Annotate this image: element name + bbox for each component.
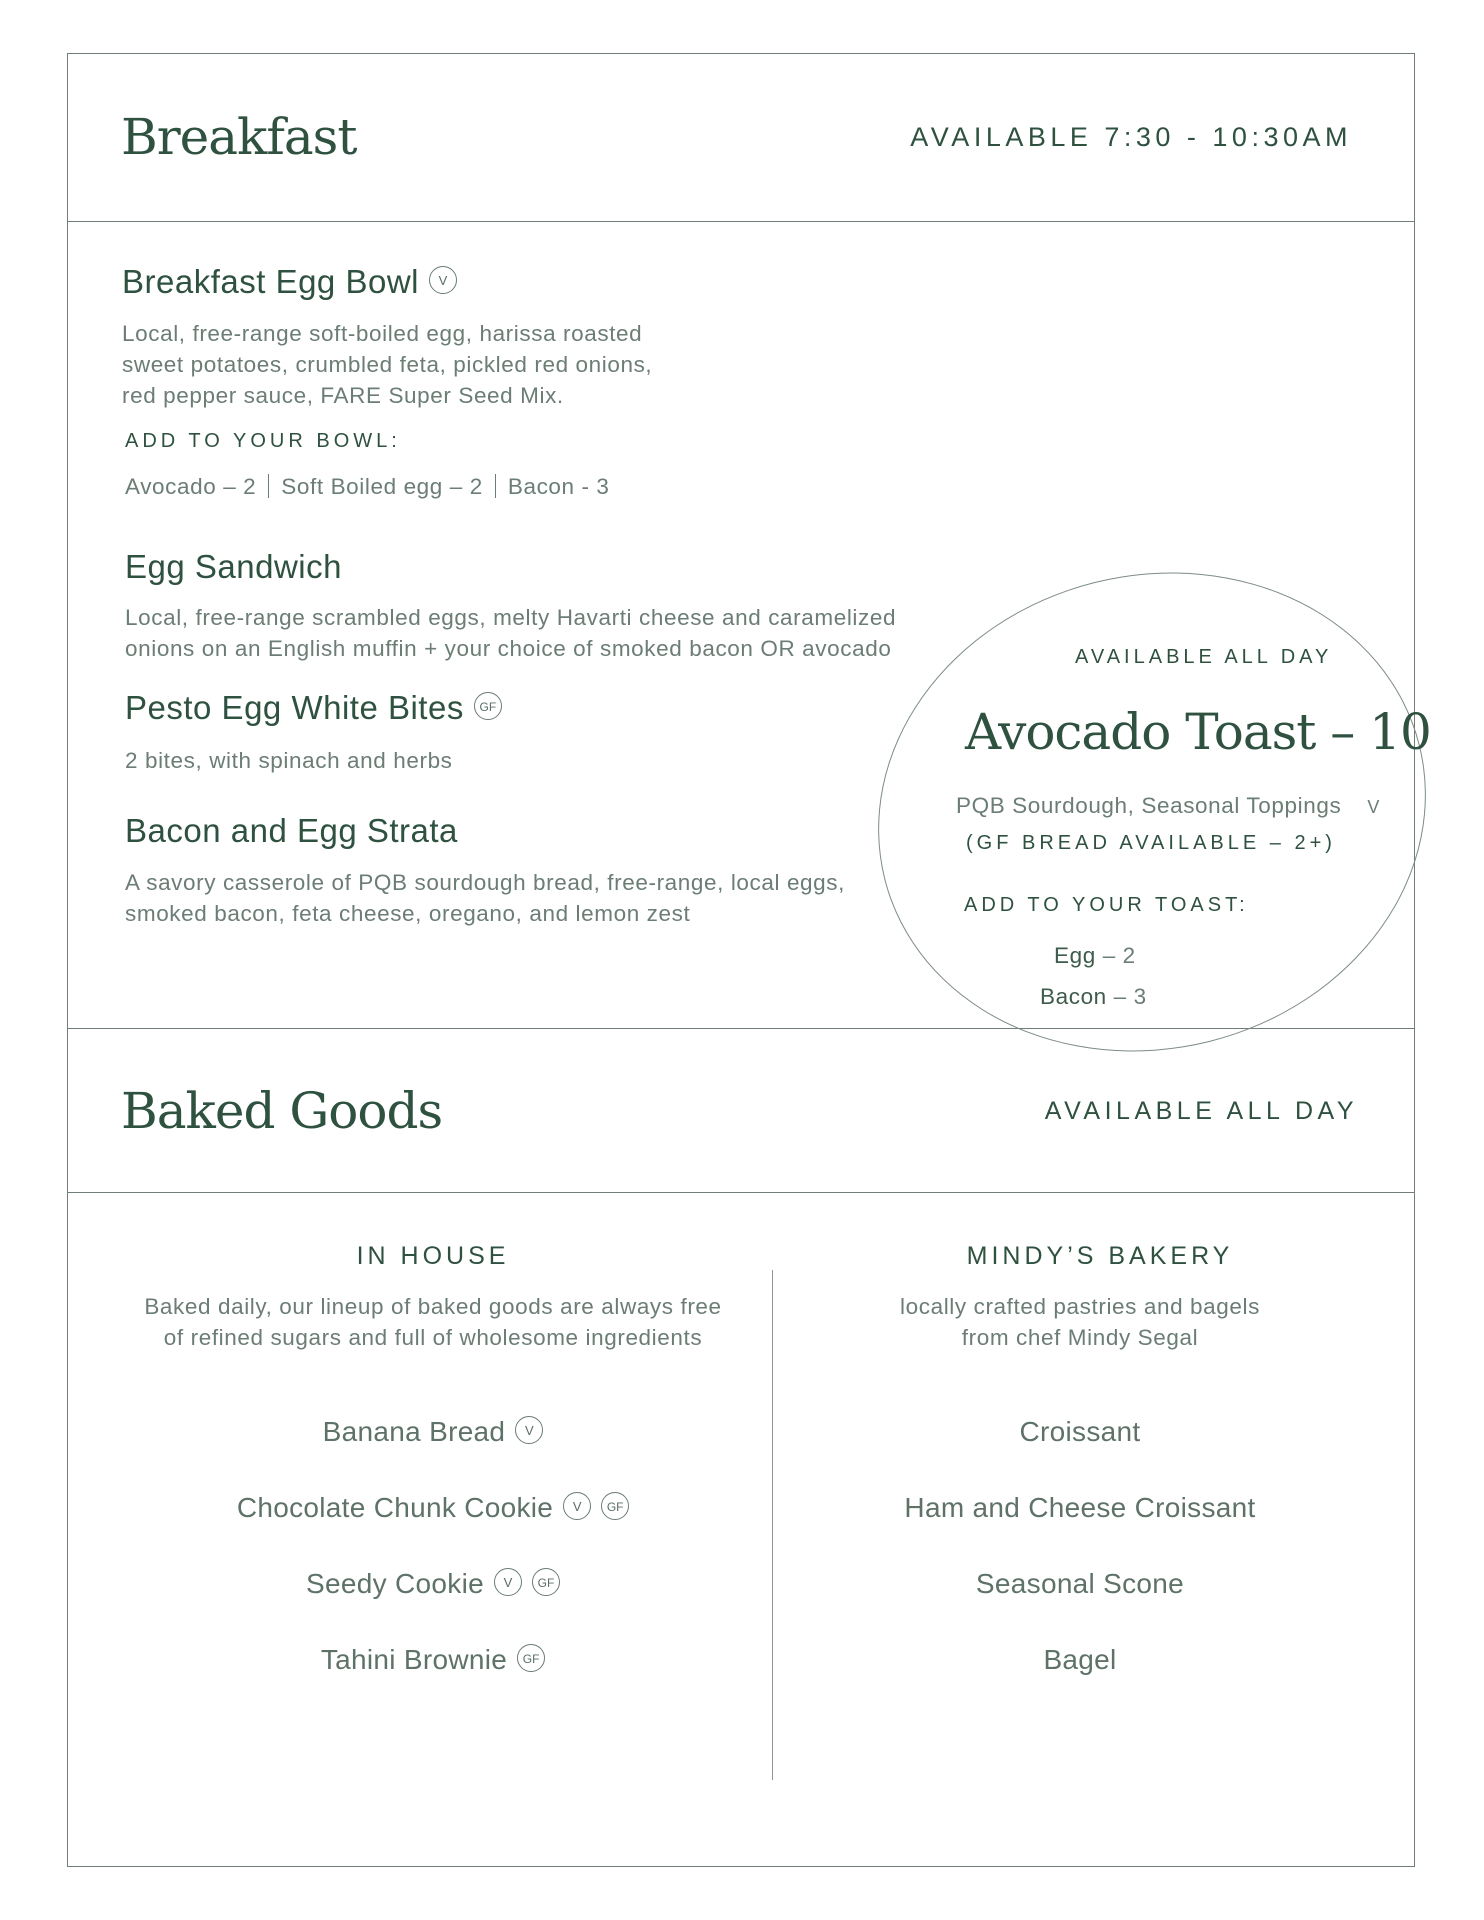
addon-soft-boiled-egg: Soft Boiled egg – 2	[281, 474, 483, 499]
in-house-heading: IN HOUSE	[356, 1242, 510, 1270]
item-bacon-egg-strata-title: Bacon and Egg Strata	[125, 812, 458, 849]
toast-addon-egg	[1054, 943, 1136, 969]
addon-price: – 3	[1113, 984, 1147, 1009]
addon-separator	[268, 474, 269, 498]
description-line: smoked bacon, feta cheese, oregano, and lemon zest	[125, 901, 691, 926]
baked-goods-availability: AVAILABLE ALL DAY	[1044, 1097, 1358, 1125]
item-name: Banana Bread	[322, 1416, 506, 1447]
in-house-item-tahini-brownie	[120, 1644, 746, 1676]
breakfast-title: Breakfast	[121, 108, 357, 166]
addon-bacon: Bacon - 3	[507, 474, 610, 499]
breakfast-availability: AVAILABLE 7:30 - 10:30AM	[910, 122, 1352, 152]
gluten-free-badge-icon: GF	[532, 1568, 560, 1596]
avocado-toast-title: Avocado Toast – 10	[965, 703, 1431, 761]
item-name: Breakfast Egg Bowl	[122, 263, 419, 300]
avocado-toast-description	[956, 793, 1380, 819]
description-line: from chef Mindy Segal	[961, 1325, 1199, 1350]
item-name: Chocolate Chunk Cookie	[236, 1492, 554, 1523]
addon-name: Egg	[1054, 943, 1096, 968]
in-house-description	[120, 1291, 746, 1353]
column-divider	[772, 1270, 773, 1780]
avocado-toast-availability: AVAILABLE ALL DAY	[1075, 646, 1333, 668]
gluten-free-badge-icon: GF	[601, 1492, 629, 1520]
item-pesto-egg-white-bites-title	[125, 689, 502, 727]
description-line: onions on an English muffin + your choice of smoked bacon OR avocado	[125, 636, 892, 661]
item-name: Tahini Brownie	[320, 1644, 508, 1675]
item-name: Seedy Cookie	[306, 1568, 484, 1599]
baked-goods-header-divider	[67, 1192, 1415, 1193]
gluten-free-badge-icon: GF	[474, 692, 502, 720]
gf-bread-note: (GF BREAD AVAILABLE – 2+)	[966, 832, 1336, 854]
description-line: Local, free-range scrambled eggs, melty Havarti cheese and caramelized	[125, 605, 897, 630]
description-line: Baked daily, our lineup of baked goods are always free	[144, 1294, 722, 1319]
item-name: Pesto Egg White Bites	[125, 689, 464, 726]
mindys-item-croissant: Croissant	[1019, 1416, 1141, 1447]
in-house-item-seedy-cookie	[120, 1568, 746, 1600]
description-line: 2 bites, with spinach and herbs	[125, 748, 453, 773]
bowl-addon-heading: ADD TO YOUR BOWL:	[125, 430, 401, 452]
mindys-bakery-column	[790, 1242, 1370, 1353]
bowl-addons	[125, 474, 610, 500]
vegan-badge-icon: V	[494, 1568, 522, 1596]
addon-price: – 2	[1102, 943, 1136, 968]
mindys-item-bagel: Bagel	[1043, 1644, 1117, 1675]
addon-separator	[495, 474, 496, 498]
mindys-bakery-heading: MINDY’S BAKERY	[966, 1242, 1234, 1270]
addon-avocado: Avocado – 2	[125, 474, 257, 499]
item-pesto-egg-white-bites-description	[125, 745, 453, 776]
description-line: sweet potatoes, crumbled feta, pickled red onions,	[122, 352, 653, 377]
vegan-badge-icon: V	[429, 266, 457, 294]
toast-description-text: PQB Sourdough, Seasonal Toppings	[956, 793, 1342, 818]
item-bacon-egg-strata-description	[125, 867, 845, 929]
in-house-item-banana-bread	[120, 1416, 746, 1448]
item-egg-sandwich-title: Egg Sandwich	[125, 548, 342, 585]
item-breakfast-egg-bowl-title	[122, 263, 457, 301]
vegan-badge-icon: V	[515, 1416, 543, 1444]
toast-addon-bacon	[1040, 984, 1147, 1010]
vegan-badge-icon: V	[1367, 797, 1380, 817]
gluten-free-badge-icon: GF	[517, 1644, 545, 1672]
description-line: red pepper sauce, FARE Super Seed Mix.	[122, 383, 564, 408]
in-house-item-chocolate-chunk-cookie	[120, 1492, 746, 1524]
breakfast-header-divider	[67, 221, 1415, 222]
description-line: A savory casserole of PQB sourdough bread, free-range, local eggs,	[125, 870, 845, 895]
mindys-bakery-description	[790, 1291, 1370, 1353]
description-line: locally crafted pastries and bagels	[900, 1294, 1260, 1319]
description-line: Local, free-range soft-boiled egg, harissa roasted	[122, 321, 643, 346]
item-breakfast-egg-bowl-description	[122, 318, 652, 411]
mindys-item-ham-cheese-croissant: Ham and Cheese Croissant	[904, 1492, 1256, 1523]
addon-name: Bacon	[1040, 984, 1107, 1009]
in-house-column	[120, 1242, 746, 1353]
mindys-item-seasonal-scone: Seasonal Scone	[975, 1568, 1185, 1599]
item-egg-sandwich-description	[125, 602, 896, 664]
toast-addon-heading: ADD TO YOUR TOAST:	[964, 894, 1249, 916]
baked-goods-title: Baked Goods	[121, 1082, 443, 1140]
description-line: of refined sugars and full of wholesome ingredients	[163, 1325, 703, 1350]
vegan-badge-icon: V	[563, 1492, 591, 1520]
